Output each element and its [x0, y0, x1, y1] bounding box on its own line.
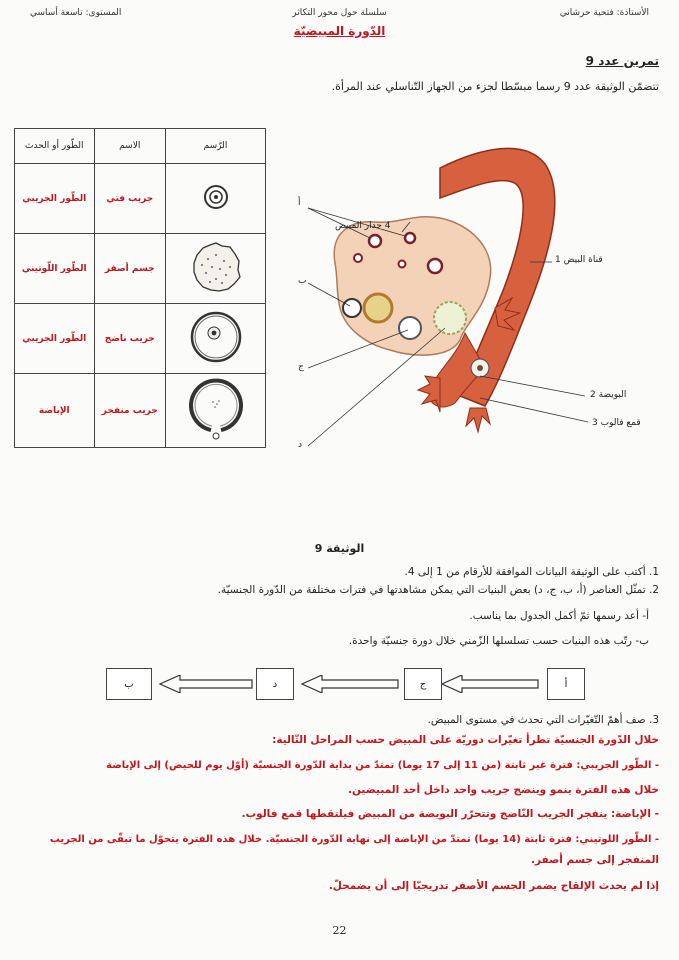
arrow-left-icon	[440, 675, 540, 693]
answer-no-fertilization: إذا لم يحدث الإلقاح يضمر الجسم الأصفر تدريجيّا إلى أن يضمحلّ.	[328, 880, 659, 892]
exercise-intro: تتضمّن الوثيقة عدد 9 رسما مبسّطا لجزء من الجهاز التّناسلي عند المرأة.	[331, 80, 659, 93]
corpus-luteum-structure	[364, 294, 392, 322]
answer-ovulation: - الإباضة: ينفجر الجريب النّاضج وتتحرّر البويضة من المبيض فيلتقطها قمع فالوب.	[241, 808, 659, 820]
question-2b: ب- رتّب هذه البنيات حسب تسلسلها الزّمني خلال دورة جنسيّة واحدة.	[348, 635, 649, 647]
drawing-cell	[166, 374, 266, 448]
table-cell-name: جريب ناضج	[94, 304, 166, 374]
table-header: الرّسم	[166, 129, 266, 164]
label-1: قناة البيض 1	[555, 255, 603, 265]
drawing-cell	[166, 234, 266, 304]
table-header: الاسم	[94, 129, 166, 164]
drawing-cell	[166, 304, 266, 374]
arrow-left-icon	[158, 675, 254, 693]
order-box: ج	[404, 668, 442, 700]
label-j: ج	[298, 362, 304, 372]
answer-intro: خلال الدّورة الجنسيّة تطرأ تغيّرات دوريّة على المبيض حسب المراحل التّالية:	[272, 734, 659, 746]
label-a: أ	[298, 198, 301, 208]
page-title: الدّورة المبيضيّة	[293, 24, 386, 38]
label-3: قمع فالوب 3	[592, 418, 641, 428]
page-number: 22	[332, 924, 347, 937]
drawing-cell	[166, 164, 266, 234]
exercise-title: تمرين عدد 9	[585, 54, 659, 68]
mature-follicle-drawing	[186, 307, 246, 367]
follicle-b	[343, 299, 361, 317]
teacher-name: الأستاذة: فتحية حرشاني	[559, 8, 649, 18]
table-row	[15, 374, 266, 448]
answer-follicular: - الطّور الجريبي: فترة غير ثابتة (من 11 إلى 17 يوما) تمتدّ من بداية الدّورة الجنسيّة (أوّل يوم للحيض) إلى الإباضة	[106, 760, 659, 771]
label-2: البويضة 2	[590, 390, 627, 400]
question-2a: أ- أعد رسمها ثمّ أكمل الجدول بما يناسب.	[469, 610, 649, 622]
order-box: ب	[106, 668, 152, 700]
label-d: د	[298, 440, 303, 450]
question-3: 3. صف أهمّ التّغيّرات التي تحدث في مستوى المبيض.	[427, 714, 659, 726]
corpus-luteum-drawing	[186, 237, 246, 297]
table-header: الطّور أو الحدث	[15, 129, 95, 164]
table-cell-phase: الطّور الجريبي	[15, 164, 95, 234]
order-box: أ	[547, 668, 585, 700]
order-box: د	[256, 668, 294, 700]
label-4: 4 جدار المبيض	[335, 221, 391, 231]
answer-follicular-2: خلال هذه الفترة ينمو وينضج جريب واحد داخل أحد المبيضين.	[347, 784, 659, 796]
table-row	[15, 234, 266, 304]
document-caption: الوثيقة 9	[314, 542, 365, 555]
ruptured-follicle-structure	[434, 302, 466, 334]
question-1: 1. أكتب على الوثيقة البيانات الموافقة للأرقام من 1 إلى 4.	[404, 566, 659, 578]
table-cell-phase: الإباضة	[15, 374, 95, 448]
label-b: ب	[298, 276, 307, 286]
question-2: 2. تمثّل العناصر (أ، ب، ج، د) بعض البنيات التي يمكن مشاهدتها في فترات مختلفة من الدّورة الجنسيّة.	[217, 584, 659, 596]
series-title: سلسلة حول محور التكاثر	[292, 8, 387, 18]
table-row	[15, 164, 266, 234]
level-label: المستوى: تاسعة أساسي	[30, 8, 122, 18]
mature-follicle-structure	[399, 317, 421, 339]
young-follicle-drawing	[196, 177, 236, 217]
ruptured-follicle-drawing	[181, 374, 251, 444]
table-cell-name: جسم أصفر	[94, 234, 166, 304]
answer-luteal-2: المنفجر إلى جسم أصفر.	[531, 854, 659, 866]
ovary-diagram	[290, 128, 670, 458]
table-cell-phase: الطّور اللّوتيني	[15, 234, 95, 304]
table-header-row	[15, 129, 266, 164]
table-cell-name: جريب منفجر	[94, 374, 166, 448]
arrow-left-icon	[300, 675, 400, 693]
answer-luteal: - الطّور اللوتيني: فترة ثابتة (14 يوما) تمتدّ من الإباضة إلى نهاية الدّورة الجنسيّة. خلال هذه الفترة يتحوّل ما تبقّى من الجريب	[49, 834, 659, 845]
table-cell-phase: الطّور الجريبي	[15, 304, 95, 374]
structures-table	[14, 128, 266, 448]
table-row	[15, 304, 266, 374]
table-cell-name: جريب فتي	[94, 164, 166, 234]
